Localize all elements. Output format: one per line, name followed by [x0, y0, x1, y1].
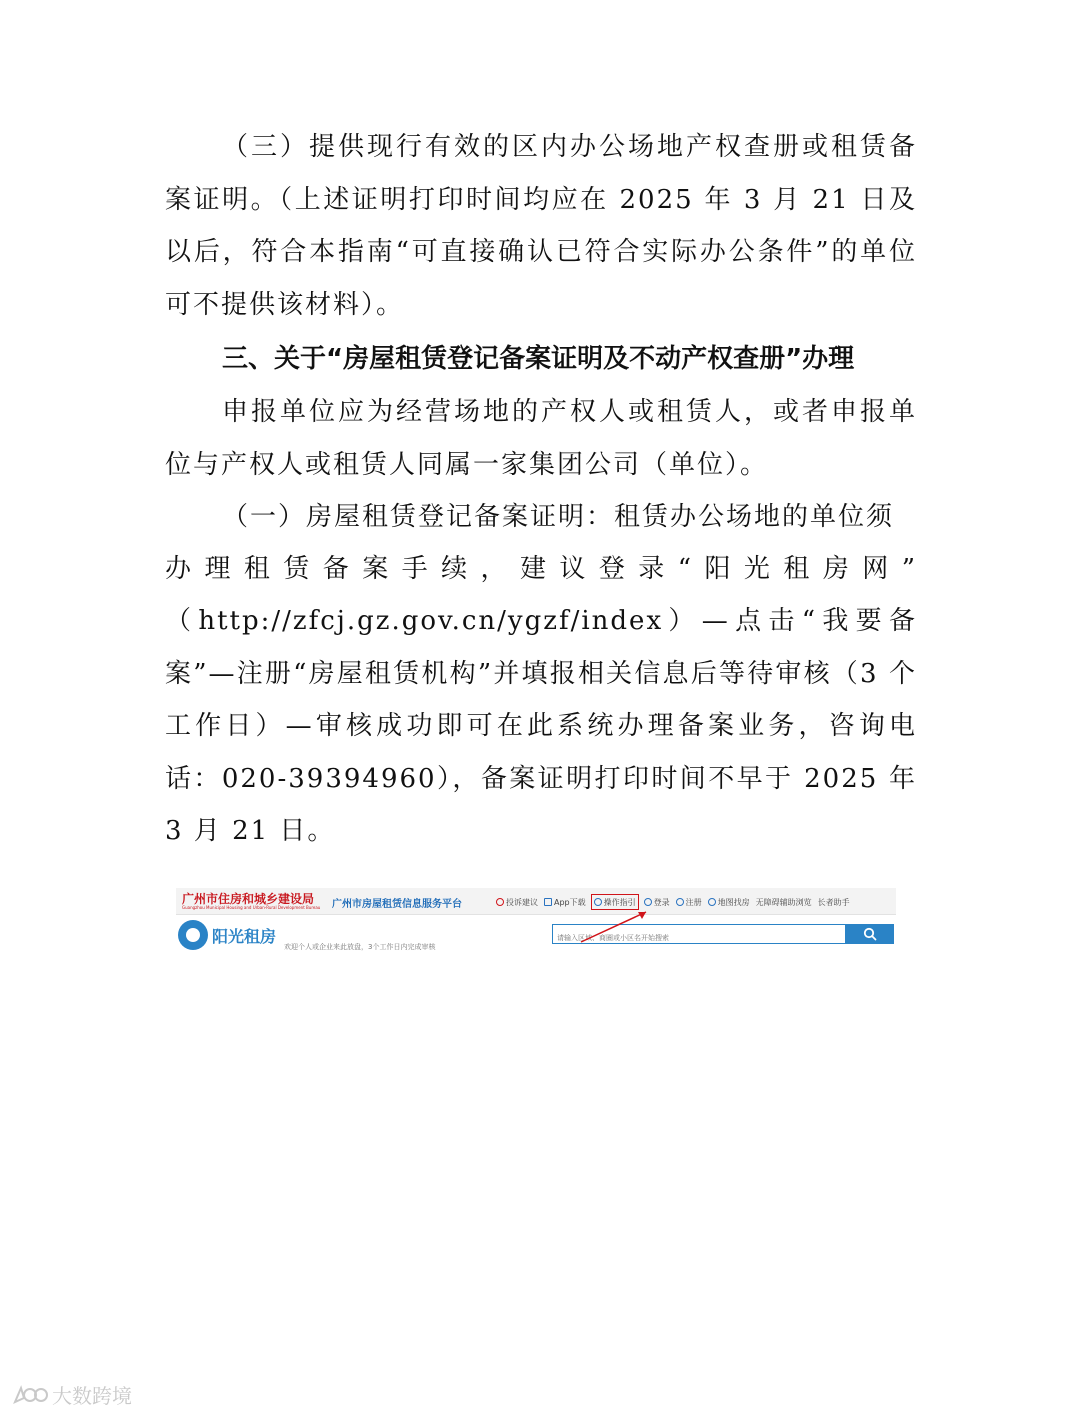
register-label: 注册	[685, 897, 702, 907]
elder-assistant-label: 长者助手	[817, 897, 850, 907]
bureau-name: 广州市住房和城乡建设局	[182, 892, 315, 906]
app-download-label: App下载	[554, 897, 586, 907]
red-arrow-annotation	[176, 888, 896, 958]
paragraph-rental-line1: （一）房屋租赁登记备案证明：租赁办公场地的单位须	[222, 502, 895, 532]
paragraph-rental-rest: （http://zfcj.gz.gov.cn/ygzf/index）—点击“我要备案”—注册“房屋租赁机构”并填报相关信息后等待审核（3 个工作日）—审核成功即可在此系统办理备案业务，咨询电话：020-39394960），备案证明打印时间不早于 2025 年 3 月 21 日。	[165, 606, 917, 846]
operation-guide-label: 操作指引	[603, 897, 636, 907]
accessibility-label: 无障碍辅助浏览	[755, 897, 812, 907]
watermark	[12, 1380, 132, 1409]
watermark-logo-icon	[12, 1384, 48, 1406]
paragraph-three: （三）提供现行有效的区内办公场地产权查册或租赁备案证明。（上述证明打印时间均应在 2025 年 3 月 21 日及以后，符合本指南“可直接确认已符合实际办公条件”的单位可不提供该材料）。	[165, 132, 917, 320]
paragraph-applicant: 申报单位应为经营场地的产权人或租赁人，或者申报单位与产权人或租赁人同属一家集团公司（单位）。	[165, 397, 917, 480]
bureau-name-en: Guangzhou Municipal Housing and Urban-Rural Development Bureau	[182, 905, 321, 910]
paragraph-rental-line2: 办理租赁备案手续，建议登录“阳光租房网”	[165, 554, 917, 584]
platform-name: 广州市房屋租赁信息服务平台	[332, 899, 462, 910]
login-label: 登录	[653, 897, 670, 907]
watermark-text: 大数跨境	[52, 1384, 132, 1408]
logo-text: 阳光租房	[212, 926, 277, 946]
website-screenshot	[176, 888, 896, 958]
welcome-text: 欢迎个人或企业来此放盘，3个工作日内完成审核	[284, 943, 436, 951]
complaint-label: 投诉建议	[506, 897, 538, 907]
section-heading: 三、关于“房屋租赁登记备案证明及不动产权查册”办理	[222, 344, 855, 374]
map-search-label: 地图找房	[717, 897, 750, 907]
